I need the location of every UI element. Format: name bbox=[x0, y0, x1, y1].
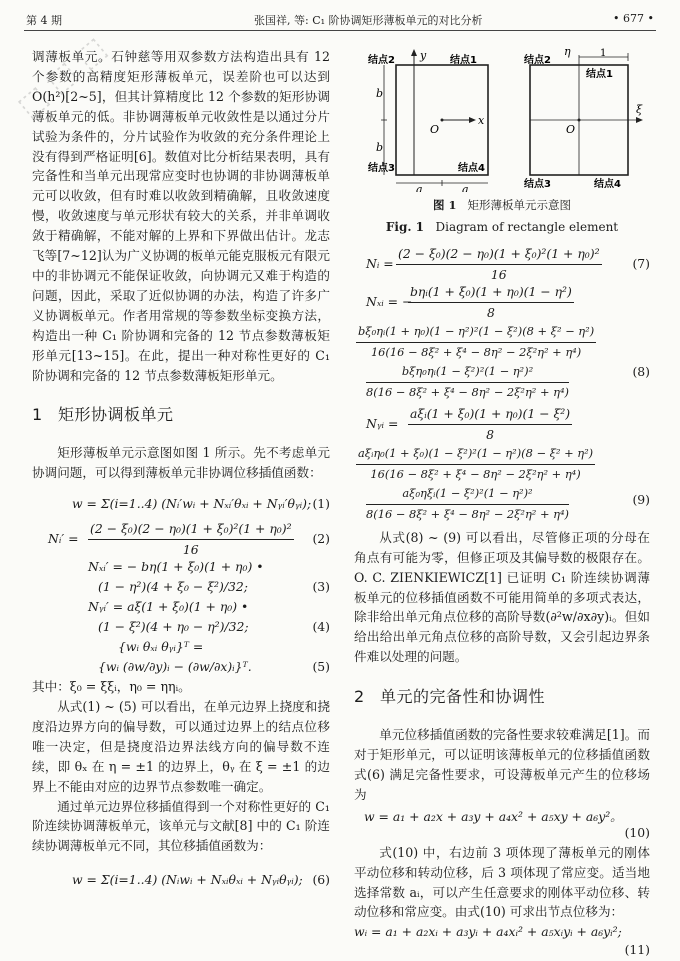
origin-dot-right bbox=[578, 119, 581, 122]
equation-10-body: w = a₁ + a₂x + a₃y + a₄x² + a₅xy + a₆y²。 bbox=[364, 808, 623, 824]
equation-4-number: (4) bbox=[312, 619, 330, 635]
section-1-heading bbox=[32, 405, 330, 425]
equation-8-term-3 bbox=[366, 362, 569, 403]
equation-8-term-2-numerator: bξ₀ηᵢ(1 + η₀)(1 − η²)²(1 − ξ²)(8 + ξ² − η²) bbox=[356, 322, 596, 343]
equation-2 bbox=[32, 519, 330, 557]
dimension-a-left-label: a bbox=[416, 183, 423, 192]
equation-8-term-3-numerator: bξη₀ηᵢ(1 − ξ²)²(1 − η²)² bbox=[366, 362, 569, 383]
equation-5-line-2: {wᵢ (∂w/∂y)ᵢ − (∂w/∂x)ᵢ}ᵀ. bbox=[98, 659, 252, 675]
equation-8-number: (8) bbox=[632, 363, 650, 379]
y-axis-arrow bbox=[411, 49, 417, 56]
xi-axis-label: ξ bbox=[636, 103, 643, 116]
figure-1-text-en: Diagram of rectangle element bbox=[435, 219, 619, 234]
equation-4-line-2: (1 − ξ²)(4 + η₀ − η²)/32; bbox=[98, 619, 249, 635]
equation-8-term-2-denominator: 16(16 − 8ξ² + ξ⁴ − 8η² − 2ξ²η² + η⁴) bbox=[370, 344, 582, 359]
node-2-label-right: 结点2 bbox=[524, 55, 551, 66]
equation-2-fraction bbox=[88, 519, 294, 560]
equation-11 bbox=[354, 922, 650, 960]
section-2-heading bbox=[354, 687, 650, 707]
right-paragraph-1: 从式(8) ~ (9) 可以看出，尽管修正项的分母在角点有可能为零，但修正项及其偏导数的极限存在。O. C. ZIENKIEWICZ[1] 已证明 C₁ 阶连续协调薄板单元的位移插值函数不可能用简单的多项式表达，除非给出单元角点位移的高阶导数(∂²w/∂x∂y)ᵢ。但如给出给出单元角点位移的高阶导数，又会引起边界条件难以处理的问题。 bbox=[354, 529, 650, 665]
section-1-paragraph-1: 矩形薄板单元示意图如图 1 所示。先不考虑单元协调问题，可以得到薄板单元非协调位移插值函数： bbox=[32, 445, 330, 481]
where-clause: 其中：ξ₀ = ξξᵢ，η₀ = ηηᵢ。 bbox=[32, 679, 191, 695]
equation-6 bbox=[32, 864, 330, 898]
section-2-paragraph-2: 式(10) 中，右边前 3 项体现了薄板单元的刚体平动位移和转动位移，后 3 项体现了常应变。适当地选择常数 aᵢ，可以产生任意要求的刚体平动位移、转动位移和常应变。由式(10) 可求出节点位移为： bbox=[354, 844, 650, 920]
equation-8-term-3-denominator: 8(16 − 8ξ² + ξ⁴ − 8η² − 2ξ²η² + η⁴) bbox=[366, 384, 569, 399]
figure-1-diagram bbox=[354, 47, 650, 192]
section-2-paragraph-1: 单元位移插值函数的完备性要求较难满足[1]。而对于矩形单元，可以证明该薄板单元的位移插值函数式(6) 满足完备性要求，可设薄板单元产生的位移场为 bbox=[354, 727, 650, 802]
figure-1-caption-en bbox=[354, 218, 650, 238]
equation-9-number: (9) bbox=[632, 491, 650, 507]
unit-label: 1 bbox=[600, 48, 607, 59]
section-2-title: 单元的完备性和协调性 bbox=[380, 687, 546, 707]
header-rule bbox=[24, 30, 656, 31]
equation-9-lhs: Nᵧᵢ = bbox=[366, 415, 399, 431]
equation-5-line-1: {wᵢ θₓᵢ θᵧᵢ}ᵀ = bbox=[118, 639, 204, 655]
equation-8 bbox=[354, 282, 650, 404]
figure-1-label-cn: 图 1 bbox=[433, 198, 457, 212]
xi-axis-arrow bbox=[636, 117, 643, 123]
dimension-b-bottom-label: b bbox=[376, 141, 384, 154]
dimension-b-top-label: b bbox=[376, 87, 384, 100]
dimension-a-right-label: a bbox=[462, 183, 469, 192]
equation-8-lhs: Nₓᵢ = − bbox=[366, 293, 413, 309]
intro-paragraph-cont: 调薄板单元。石钟慈等用双参数方法构造出具有 12 个参数的高精度矩形薄板单元，误差阶也可以达到 O(h²)[2~5]，但其计算精度比 12 个参数的矩形协调薄板单元的低。非协调薄板单元收敛性是以通过分片试验为条件的，分片试验作为收敛的充分条件理论上没有得到严格证明[6]。数值对比分析结果表明，具有完备性和当单元出现常应变时也协调的非协调薄板单元可以收敛，但有时难以收敛到精确解，且收敛速度慢，收敛速度与单元形状有较大的关系，并非单调收敛于精确解，不能对解的上界和下界做出估计。龙志飞等[7~12]认为广义协调的板单元能克服板元有限元中的非协调元不能保证收敛，向协调元又难于构造的问题，因此，采取了近似协调的办法，构造了许多广义协调板单元。作者用常规的等参数坐标变换方法，构造出一种 C₁ 阶协调和完备的 12 节点参数薄板矩形单元[13~15]。在此，提出一种对称性更好的 C₁ 阶协调和完备的 12 节点参数薄板矩形单元。 bbox=[32, 49, 330, 383]
node-3-label-right: 结点3 bbox=[524, 179, 551, 190]
origin-dot-left bbox=[441, 119, 444, 122]
equation-8-term-1-numerator: bηᵢ(1 + ξ₀)(1 + η₀)(1 − η²) bbox=[408, 282, 574, 303]
running-title: 张国祥, 等: C₁ 阶协调矩形薄板单元的对比分析 bbox=[254, 14, 483, 27]
equation-8-term-1 bbox=[408, 282, 574, 323]
equation-9-term-2-denominator: 16(16 − 8ξ² + ξ⁴ − 8η² − 2ξ²η² + η⁴) bbox=[370, 466, 581, 481]
section-1-paragraph-3: 通过单元边界位移插值得到一个对称性更好的 C₁ 阶连续协调薄板单元，该单元与文献[8] 中的 C₁ 阶连续协调薄板单元不同，其位移插值函数为： bbox=[32, 798, 330, 854]
equation-9 bbox=[354, 404, 650, 528]
page-number: • 677 • bbox=[613, 12, 654, 25]
equation-6-number: (6) bbox=[312, 872, 330, 888]
equation-9-term-3-denominator: 8(16 − 8ξ² + ξ⁴ − 8η² − 2ξ²η² + η⁴) bbox=[366, 506, 569, 521]
equation-10-number: (10) bbox=[624, 824, 650, 840]
equation-11-number: (11) bbox=[624, 942, 650, 958]
node-1-label-left: 结点1 bbox=[450, 55, 477, 66]
equation-9-term-1-denominator: 8 bbox=[486, 426, 494, 442]
x-axis-label: x bbox=[478, 114, 485, 127]
right-column bbox=[354, 47, 650, 960]
section-1-paragraph-2: 从式(1) ~ (5) 可以看出，在单元边界上挠度和挠度沿边界方向的偏导数，可以通过边界上的结点位移唯一决定，但是挠度沿边界法线方向的偏导数不连续，即 θₓ 在 η = ±1 的边界上，θᵧ 在 ξ = ±1 的边界上不能由对应的边界节点参数唯一确定。 bbox=[32, 699, 330, 794]
equation-4 bbox=[32, 597, 330, 637]
figure-1-caption-cn bbox=[354, 196, 650, 216]
x-axis-arrow bbox=[469, 117, 476, 123]
equation-7-fraction bbox=[396, 244, 602, 285]
equation-2-denominator: 16 bbox=[182, 542, 199, 558]
figure-1-text-cn: 矩形薄板单元示意图 bbox=[467, 198, 571, 212]
equation-10 bbox=[354, 805, 650, 843]
eta-axis-label: η bbox=[564, 47, 571, 58]
node-4-label-right: 结点4 bbox=[594, 179, 621, 190]
section-2-number: 2 bbox=[354, 687, 365, 707]
figure-1-label-en: Fig. 1 bbox=[385, 219, 425, 234]
node-2-label-left: 结点2 bbox=[368, 55, 395, 66]
equation-6-body: w = Σ(i=1..4) (Nᵢwᵢ + Nₓᵢθₓᵢ + Nᵧᵢθᵧᵢ); bbox=[72, 872, 303, 888]
figure-1 bbox=[354, 47, 650, 192]
left-column bbox=[32, 47, 330, 898]
node-1-label-right: 结点1 bbox=[586, 69, 613, 80]
equation-7-numerator: (2 − ξ₀)(2 − η₀)(1 + ξ₀)²(1 + η₀)² bbox=[396, 244, 602, 265]
equation-5-number: (5) bbox=[312, 659, 330, 675]
issue-number: 第 4 期 bbox=[26, 14, 62, 27]
equation-7 bbox=[354, 244, 650, 282]
equation-7-denominator: 16 bbox=[490, 266, 507, 282]
equation-1-body: w = Σ(i=1..4) (Nᵢ′wᵢ + Nₓᵢ′θₓᵢ + Nᵧᵢ′θᵧᵢ); bbox=[72, 496, 312, 512]
equation-1-number: (1) bbox=[312, 496, 330, 512]
watermark: ⬚ ⬚ ⬚ bbox=[10, 30, 114, 125]
equation-7-lhs: Nᵢ = bbox=[366, 255, 394, 271]
equation-8-term-1-denominator: 8 bbox=[486, 304, 495, 320]
equation-3-line-1: Nₓᵢ′ = − bη(1 + ξ₀)(1 + η₀) • bbox=[88, 559, 264, 575]
node-3-label-left: 结点3 bbox=[368, 163, 395, 174]
equation-2-lhs: Nᵢ′ = bbox=[48, 531, 79, 547]
equation-7-number: (7) bbox=[632, 255, 650, 271]
equation-3-line-2: (1 − η²)(4 + ξ₀ − ξ²)/32; bbox=[98, 579, 248, 595]
origin-label-right: O bbox=[566, 123, 576, 136]
equation-1 bbox=[32, 489, 330, 519]
equation-9-term-3 bbox=[366, 484, 569, 525]
node-4-label-left: 结点4 bbox=[458, 163, 485, 174]
equation-2-numerator: (2 − ξ₀)(2 − η₀)(1 + ξ₀)²(1 + η₀)² bbox=[88, 519, 294, 540]
equation-9-term-2 bbox=[356, 444, 595, 485]
equation-4-line-1: Nᵧᵢ′ = aξ(1 + ξ₀)(1 + η₀) • bbox=[88, 599, 249, 615]
equation-5 bbox=[32, 637, 330, 677]
equation-3 bbox=[32, 557, 330, 597]
y-axis-label: y bbox=[420, 49, 427, 62]
page-header bbox=[24, 6, 656, 32]
equation-2-number: (2) bbox=[312, 531, 330, 547]
origin-label-left: O bbox=[430, 123, 440, 136]
equation-3-number: (3) bbox=[312, 579, 330, 595]
equation-9-term-2-numerator: aξᵢη₀(1 + ξ₀)(1 − ξ²)²(1 − η²)(8 − ξ² + η²) bbox=[356, 444, 595, 465]
equation-9-term-1-numerator: aξᵢ(1 + ξ₀)(1 + η₀)(1 − ξ²) bbox=[408, 404, 572, 425]
equation-8-term-2 bbox=[356, 322, 596, 363]
equation-9-term-3-numerator: aξ₀ηξᵢ(1 − ξ²)²(1 − η²)² bbox=[366, 484, 569, 505]
section-1-title: 矩形协调板单元 bbox=[58, 405, 174, 425]
section-1-number: 1 bbox=[32, 405, 43, 425]
equation-11-body: wᵢ = a₁ + a₂xᵢ + a₃yᵢ + a₄xᵢ² + a₅xᵢyᵢ + a₆yᵢ²; bbox=[354, 924, 622, 940]
equation-9-term-1 bbox=[408, 404, 572, 445]
